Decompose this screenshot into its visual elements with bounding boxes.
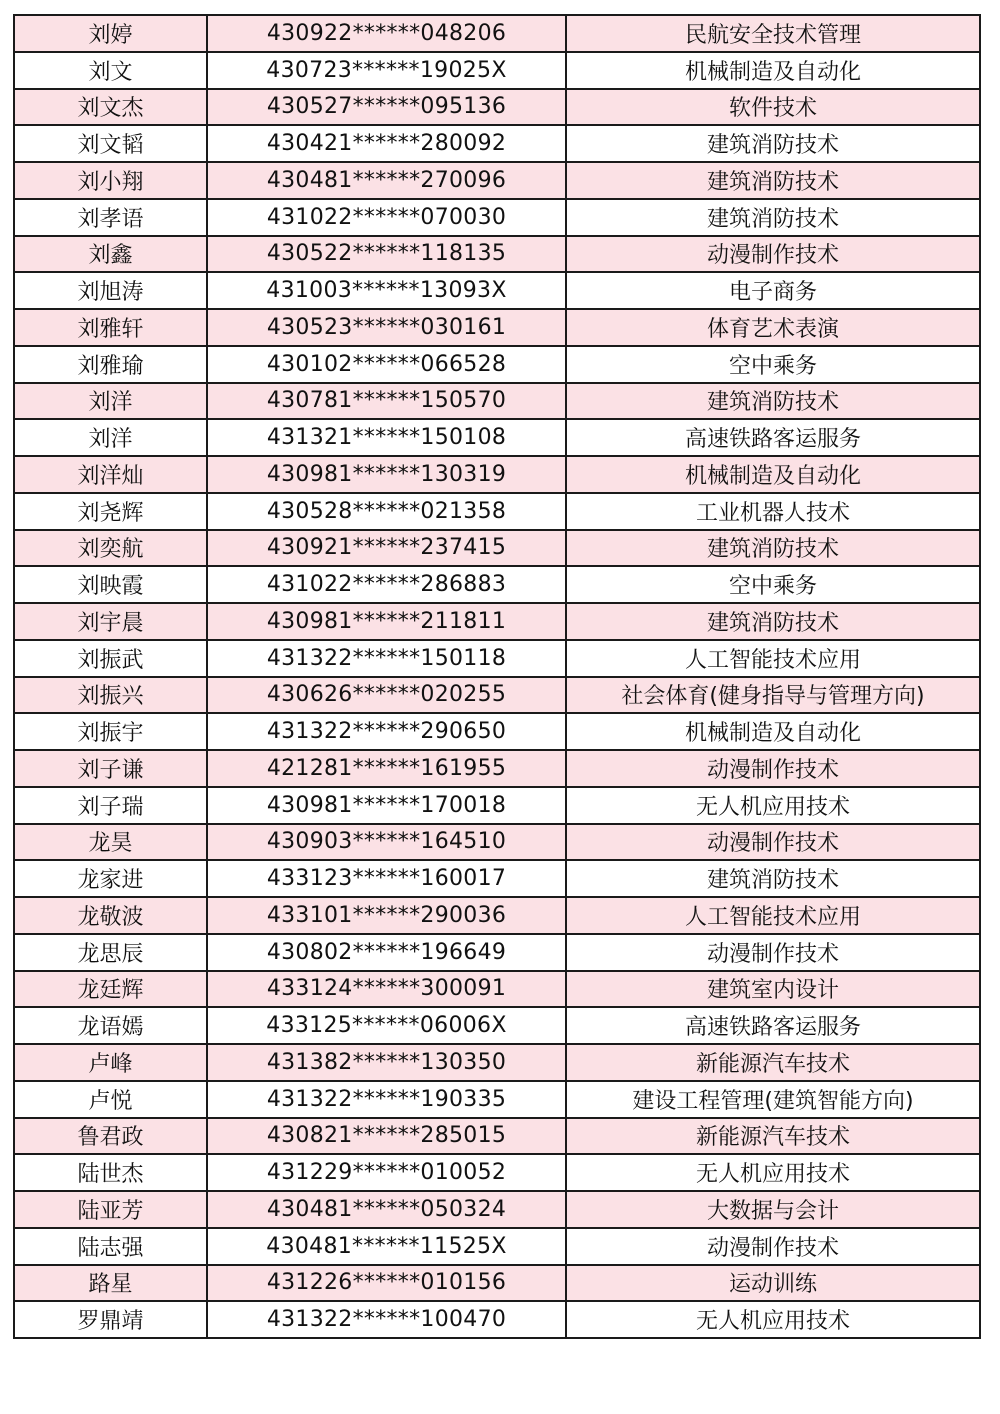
major-cell: 动漫制作技术	[566, 934, 980, 971]
name-cell: 陆世杰	[14, 1154, 207, 1191]
student-list-table	[13, 14, 981, 1339]
major-cell: 高速铁路客运服务	[566, 1007, 980, 1044]
name-cell: 刘宇晨	[14, 603, 207, 640]
table-row	[14, 1007, 980, 1044]
table-row	[14, 603, 980, 640]
name-cell: 刘振兴	[14, 677, 207, 714]
major-cell: 电子商务	[566, 272, 980, 309]
table-row	[14, 236, 980, 273]
id-number-cell: 430527******095136	[207, 89, 566, 126]
name-cell: 刘文杰	[14, 89, 207, 126]
major-cell: 建设工程管理(建筑智能方向)	[566, 1081, 980, 1118]
table-row	[14, 383, 980, 420]
name-cell: 刘洋灿	[14, 456, 207, 493]
major-cell: 运动训练	[566, 1265, 980, 1302]
major-cell: 动漫制作技术	[566, 750, 980, 787]
id-number-cell: 431322******190335	[207, 1081, 566, 1118]
id-number-cell: 431322******290650	[207, 713, 566, 750]
name-cell: 刘子谦	[14, 750, 207, 787]
table-row	[14, 199, 980, 236]
major-cell: 高速铁路客运服务	[566, 419, 980, 456]
major-cell: 空中乘务	[566, 346, 980, 383]
table-row	[14, 787, 980, 824]
table-row	[14, 125, 980, 162]
id-number-cell: 430922******048206	[207, 15, 566, 52]
major-cell: 建筑消防技术	[566, 603, 980, 640]
major-cell: 建筑消防技术	[566, 860, 980, 897]
table-row	[14, 493, 980, 530]
major-cell: 建筑消防技术	[566, 125, 980, 162]
name-cell: 陆亚芳	[14, 1191, 207, 1228]
id-number-cell: 430903******164510	[207, 824, 566, 861]
id-number-cell: 430481******270096	[207, 162, 566, 199]
name-cell: 刘尧辉	[14, 493, 207, 530]
table-row	[14, 897, 980, 934]
id-number-cell: 430981******211811	[207, 603, 566, 640]
name-cell: 刘鑫	[14, 236, 207, 273]
table-row	[14, 419, 980, 456]
name-cell: 龙昊	[14, 824, 207, 861]
major-cell: 体育艺术表演	[566, 309, 980, 346]
major-cell: 无人机应用技术	[566, 787, 980, 824]
major-cell: 新能源汽车技术	[566, 1044, 980, 1081]
id-number-cell: 430781******150570	[207, 383, 566, 420]
id-number-cell: 431022******070030	[207, 199, 566, 236]
major-cell: 动漫制作技术	[566, 1228, 980, 1265]
major-cell: 机械制造及自动化	[566, 52, 980, 89]
id-number-cell: 433124******300091	[207, 971, 566, 1008]
name-cell: 卢悦	[14, 1081, 207, 1118]
name-cell: 刘雅瑜	[14, 346, 207, 383]
table-row	[14, 750, 980, 787]
name-cell: 龙语嫣	[14, 1007, 207, 1044]
table-row	[14, 1154, 980, 1191]
name-cell: 卢峰	[14, 1044, 207, 1081]
major-cell: 建筑消防技术	[566, 199, 980, 236]
name-cell: 刘文韬	[14, 125, 207, 162]
major-cell: 无人机应用技术	[566, 1301, 980, 1338]
major-cell: 无人机应用技术	[566, 1154, 980, 1191]
id-number-cell: 431229******010052	[207, 1154, 566, 1191]
table-row	[14, 272, 980, 309]
major-cell: 动漫制作技术	[566, 236, 980, 273]
id-number-cell: 430522******118135	[207, 236, 566, 273]
table-row	[14, 1081, 980, 1118]
major-cell: 空中乘务	[566, 566, 980, 603]
major-cell: 民航安全技术管理	[566, 15, 980, 52]
table-row	[14, 1118, 980, 1155]
name-cell: 刘旭涛	[14, 272, 207, 309]
table-row	[14, 824, 980, 861]
id-number-cell: 431226******010156	[207, 1265, 566, 1302]
table-row	[14, 566, 980, 603]
name-cell: 刘映霞	[14, 566, 207, 603]
name-cell: 龙敬波	[14, 897, 207, 934]
major-cell: 机械制造及自动化	[566, 713, 980, 750]
id-number-cell: 431321******150108	[207, 419, 566, 456]
name-cell: 龙廷辉	[14, 971, 207, 1008]
major-cell: 工业机器人技术	[566, 493, 980, 530]
name-cell: 刘小翔	[14, 162, 207, 199]
id-number-cell: 430723******19025X	[207, 52, 566, 89]
major-cell: 建筑消防技术	[566, 530, 980, 567]
table-row	[14, 1191, 980, 1228]
table-row	[14, 1265, 980, 1302]
major-cell: 建筑消防技术	[566, 162, 980, 199]
table-row	[14, 971, 980, 1008]
table-row	[14, 677, 980, 714]
id-number-cell: 421281******161955	[207, 750, 566, 787]
name-cell: 刘文	[14, 52, 207, 89]
id-number-cell: 431322******100470	[207, 1301, 566, 1338]
table-row	[14, 346, 980, 383]
id-number-cell: 431322******150118	[207, 640, 566, 677]
id-number-cell: 430802******196649	[207, 934, 566, 971]
table-row	[14, 1044, 980, 1081]
name-cell: 刘孝语	[14, 199, 207, 236]
name-cell: 罗鼎靖	[14, 1301, 207, 1338]
name-cell: 鲁君政	[14, 1118, 207, 1155]
name-cell: 路星	[14, 1265, 207, 1302]
major-cell: 建筑消防技术	[566, 383, 980, 420]
name-cell: 龙家进	[14, 860, 207, 897]
major-cell: 机械制造及自动化	[566, 456, 980, 493]
major-cell: 人工智能技术应用	[566, 640, 980, 677]
table-row	[14, 15, 980, 52]
table-row	[14, 162, 980, 199]
name-cell: 刘奕航	[14, 530, 207, 567]
name-cell: 刘洋	[14, 383, 207, 420]
id-number-cell: 430981******170018	[207, 787, 566, 824]
table-row	[14, 1228, 980, 1265]
id-number-cell: 430626******020255	[207, 677, 566, 714]
id-number-cell: 430821******285015	[207, 1118, 566, 1155]
major-cell: 动漫制作技术	[566, 824, 980, 861]
table-row	[14, 52, 980, 89]
table-row	[14, 456, 980, 493]
name-cell: 陆志强	[14, 1228, 207, 1265]
table-row	[14, 934, 980, 971]
id-number-cell: 430921******237415	[207, 530, 566, 567]
table-row	[14, 309, 980, 346]
major-cell: 新能源汽车技术	[566, 1118, 980, 1155]
id-number-cell: 430481******11525X	[207, 1228, 566, 1265]
name-cell: 刘子瑞	[14, 787, 207, 824]
id-number-cell: 430481******050324	[207, 1191, 566, 1228]
id-number-cell: 431382******130350	[207, 1044, 566, 1081]
table-row	[14, 530, 980, 567]
name-cell: 刘洋	[14, 419, 207, 456]
table-body	[14, 15, 980, 1338]
name-cell: 刘雅轩	[14, 309, 207, 346]
major-cell: 人工智能技术应用	[566, 897, 980, 934]
id-number-cell: 431022******286883	[207, 566, 566, 603]
major-cell: 软件技术	[566, 89, 980, 126]
id-number-cell: 433125******06006X	[207, 1007, 566, 1044]
id-number-cell: 430421******280092	[207, 125, 566, 162]
id-number-cell: 430523******030161	[207, 309, 566, 346]
table-row	[14, 860, 980, 897]
name-cell: 刘振宇	[14, 713, 207, 750]
name-cell: 刘婷	[14, 15, 207, 52]
table-row	[14, 1301, 980, 1338]
table-row	[14, 89, 980, 126]
id-number-cell: 433101******290036	[207, 897, 566, 934]
table-row	[14, 640, 980, 677]
major-cell: 社会体育(健身指导与管理方向)	[566, 677, 980, 714]
id-number-cell: 430102******066528	[207, 346, 566, 383]
id-number-cell: 433123******160017	[207, 860, 566, 897]
major-cell: 建筑室内设计	[566, 971, 980, 1008]
name-cell: 刘振武	[14, 640, 207, 677]
id-number-cell: 430528******021358	[207, 493, 566, 530]
id-number-cell: 431003******13093X	[207, 272, 566, 309]
table-row	[14, 713, 980, 750]
major-cell: 大数据与会计	[566, 1191, 980, 1228]
id-number-cell: 430981******130319	[207, 456, 566, 493]
name-cell: 龙思辰	[14, 934, 207, 971]
